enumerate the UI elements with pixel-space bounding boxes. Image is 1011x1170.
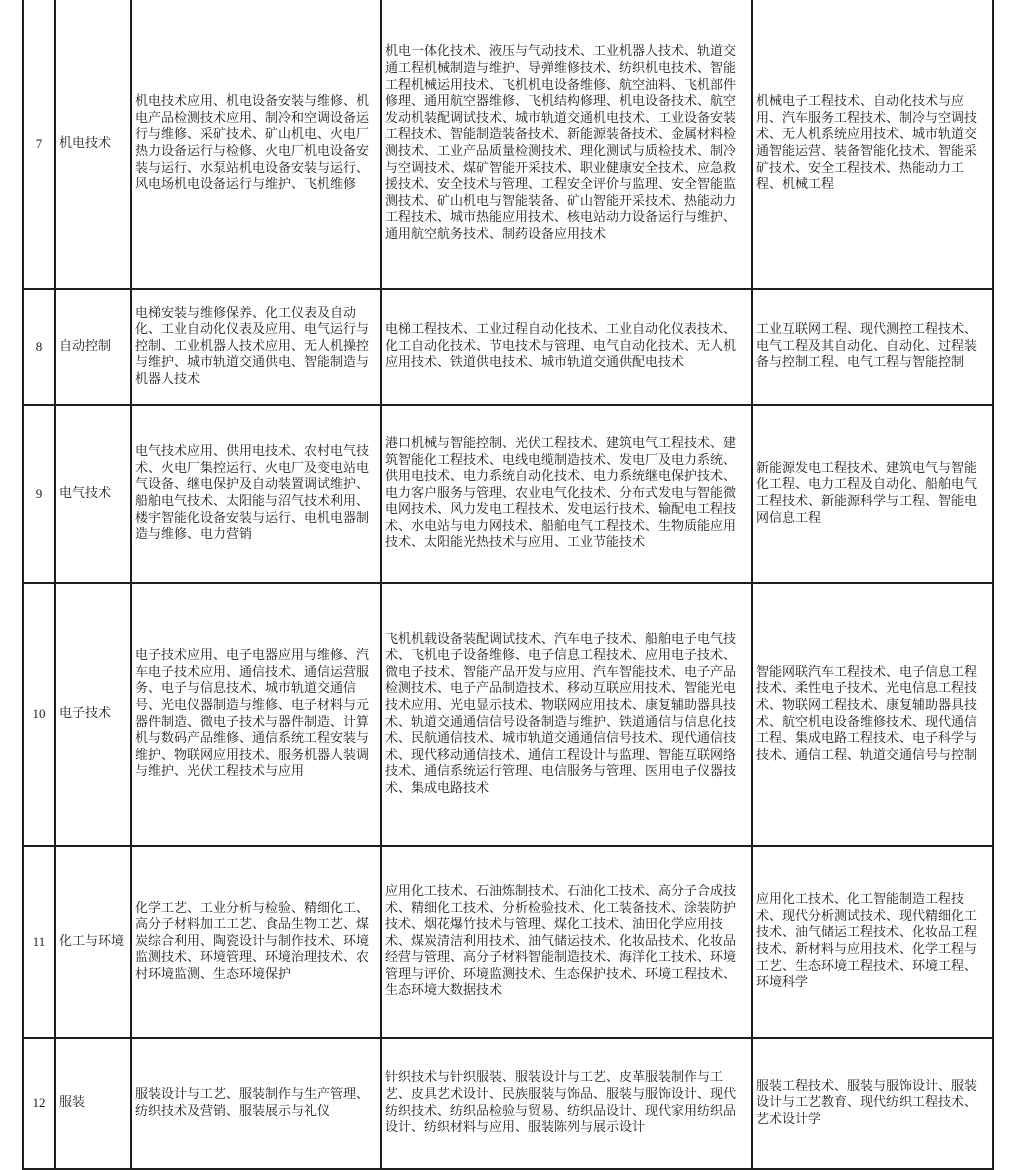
table-row — [23, 583, 993, 846]
row-number: 12 — [23, 1038, 55, 1169]
category-name: 服装 — [55, 1038, 131, 1169]
undergraduate-majors: 工业互联网工程、现代测控工程技术、电气工程及其自动化、自动化、过程装备与控制工程、电气工程与智能控制 — [752, 289, 993, 405]
undergraduate-majors: 服装工程技术、服装与服饰设计、服装设计与工艺教育、现代纺织工程技术、艺术设计学 — [752, 1038, 993, 1169]
secondary-majors: 服装设计与工艺、服装制作与生产管理、纺织技术及营销、服装展示与礼仪 — [131, 1038, 381, 1169]
secondary-majors: 化学工艺、工业分析与检验、精细化工、高分子材料加工工艺、食品生物工艺、煤炭综合利用、陶瓷设计与制作技术、环境监测技术、环境管理、环境治理技术、农村环境监测、生态环境保护 — [131, 846, 381, 1038]
table-row — [23, 1038, 993, 1169]
row-number: 8 — [23, 289, 55, 405]
vocational-majors: 港口机械与智能控制、光伏工程技术、建筑电气工程技术、建筑智能化工程技术、电线电缆制造技术、发电厂及电力系统、供用电技术、电力系统自动化技术、电力系统继电保护技术、电力客户服务与管理、农业电气化技术、分布式发电与智能微电网技术、风力发电工程技术、发电运行技术、输配电工程技术、水电站与电力网技术、船舶电气工程技术、生物质能应用技术、太阳能光热技术与应用、工业节能技术 — [381, 405, 752, 583]
undergraduate-majors: 新能源发电工程技术、建筑电气与智能化工程、电力工程及自动化、船舶电气工程技术、新能源科学与工程、智能电网信息工程 — [752, 405, 993, 583]
table-row — [23, 0, 993, 289]
category-name: 化工与环境 — [55, 846, 131, 1038]
undergraduate-majors: 应用化工技术、化工智能制造工程技术、现代分析测试技术、现代精细化工技术、油气储运工程技术、化妆品工程技术、新材料与应用技术、化学工程与工艺、生态环境工程技术、环境工程、环境科学 — [752, 846, 993, 1038]
secondary-majors: 电气技术应用、供用电技术、农村电气技术、火电厂集控运行、火电厂及变电站电气设备、继电保护及自动装置调试维护、船舶电气技术、太阳能与沼气技术利用、楼宇智能化设备安装与运行、电机电器制造与维修、电力营销 — [131, 405, 381, 583]
row-number: 10 — [23, 583, 55, 846]
table-row — [23, 846, 993, 1038]
row-number: 7 — [23, 0, 55, 289]
vocational-majors: 电梯工程技术、工业过程自动化技术、工业自动化仪表技术、化工自动化技术、节电技术与管理、电气自动化技术、无人机应用技术、铁道供电技术、城市轨道交通供配电技术 — [381, 289, 752, 405]
table-row — [23, 405, 993, 583]
undergraduate-majors: 机械电子工程技术、自动化技术与应用、汽车服务工程技术、制冷与空调技术、无人机系统应用技术、城市轨道交通智能运营、装备智能化技术、智能采矿技术、安全工程技术、热能动力工程、机械工程 — [752, 0, 993, 289]
table-row — [23, 289, 993, 405]
category-name: 电子技术 — [55, 583, 131, 846]
row-number: 9 — [23, 405, 55, 583]
vocational-majors: 针织技术与针织服装、服装设计与工艺、皮革服装制作与工艺、皮具艺术设计、民族服装与饰品、服装与服饰设计、现代纺织技术、纺织品检验与贸易、纺织品设计、现代家用纺织品设计、纺织材料与应用、服装陈列与展示设计 — [381, 1038, 752, 1169]
secondary-majors: 机电技术应用、机电设备安装与维修、机电产品检测技术应用、制冷和空调设备运行与维修、采矿技术、矿山机电、火电厂热力设备运行与检修、火电厂机电设备安装与运行、水泵站机电设备安装与运行、风电场机电设备运行与维护、飞机维修 — [131, 0, 381, 289]
vocational-majors: 应用化工技术、石油炼制技术、石油化工技术、高分子合成技术、精细化工技术、分析检验技术、化工装备技术、涂装防护技术、烟花爆竹技术与管理、煤化工技术、油田化学应用技术、煤炭清洁利用技术、油气储运技术、化妆品技术、化妆品经营与管理、高分子材料智能制造技术、海洋化工技术、环境管理与评价、环境监测技术、生态保护技术、环境工程技术、生态环境大数据技术 — [381, 846, 752, 1038]
secondary-majors: 电梯安装与维修保养、化工仪表及自动化、工业自动化仪表及应用、电气运行与控制、工业机器人技术应用、无人机操控与维护、城市轨道交通供电、智能制造与机器人技术 — [131, 289, 381, 405]
undergraduate-majors: 智能网联汽车工程技术、电子信息工程技术、柔性电子技术、光电信息工程技术、物联网工程技术、康复辅助器具技术、航空机电设备维修技术、现代通信工程、集成电路工程技术、电子科学与技术、通信工程、轨道交通信号与控制 — [752, 583, 993, 846]
vocational-majors: 飞机机载设备装配调试技术、汽车电子技术、船舶电子电气技术、飞机电子设备维修、电子信息工程技术、应用电子技术、微电子技术、智能产品开发与应用、汽车智能技术、电子产品检测技术、电子产品制造技术、移动互联应用技术、智能光电技术应用、光电显示技术、物联网应用技术、康复辅助器具技术、轨道交通通信信号设备制造与维护、铁道通信与信息化技术、民航通信技术、城市轨道交通通信信号技术、现代通信技术、现代移动通信技术、通信工程设计与监理、智能互联网络技术、通信系统运行管理、电信服务与管理、医用电子仪器技术、集成电路技术 — [381, 583, 752, 846]
secondary-majors: 电子技术应用、电子电器应用与维修、汽车电子技术应用、通信技术、通信运营服务、电子与信息技术、城市轨道交通信号、光电仪器制造与维修、电子材料与元器件制造、微电子技术与器件制造、计算机与数码产品维修、通信系统工程安装与维护、物联网应用技术、服务机器人装调与维护、光伏工程技术与应用 — [131, 583, 381, 846]
category-name: 电气技术 — [55, 405, 131, 583]
vocational-majors: 机电一体化技术、液压与气动技术、工业机器人技术、轨道交通工程机械制造与维护、导弹维修技术、纺织机电技术、智能工程机械运用技术、飞机机电设备维修、航空油料、飞机部件修理、通用航空器维修、飞机结构修理、机电设备技术、航空发动机装配调试技术、城市轨道交通机电技术、工业设备安装工程技术、智能制造装备技术、新能源装备技术、金属材料检测技术、工业产品质量检测技术、理化测试与质检技术、制冷与空调技术、煤矿智能开采技术、职业健康安全技术、应急救援技术、安全技术与管理、工程安全评价与监理、安全智能监测技术、矿山机电与智能装备、矿山智能开采技术、热能动力工程技术、城市热能应用技术、核电站动力设备运行与维护、通用航空航务技术、制药设备应用技术 — [381, 0, 752, 289]
majors-table — [22, 0, 994, 1170]
category-name: 机电技术 — [55, 0, 131, 289]
category-name: 自动控制 — [55, 289, 131, 405]
row-number: 11 — [23, 846, 55, 1038]
